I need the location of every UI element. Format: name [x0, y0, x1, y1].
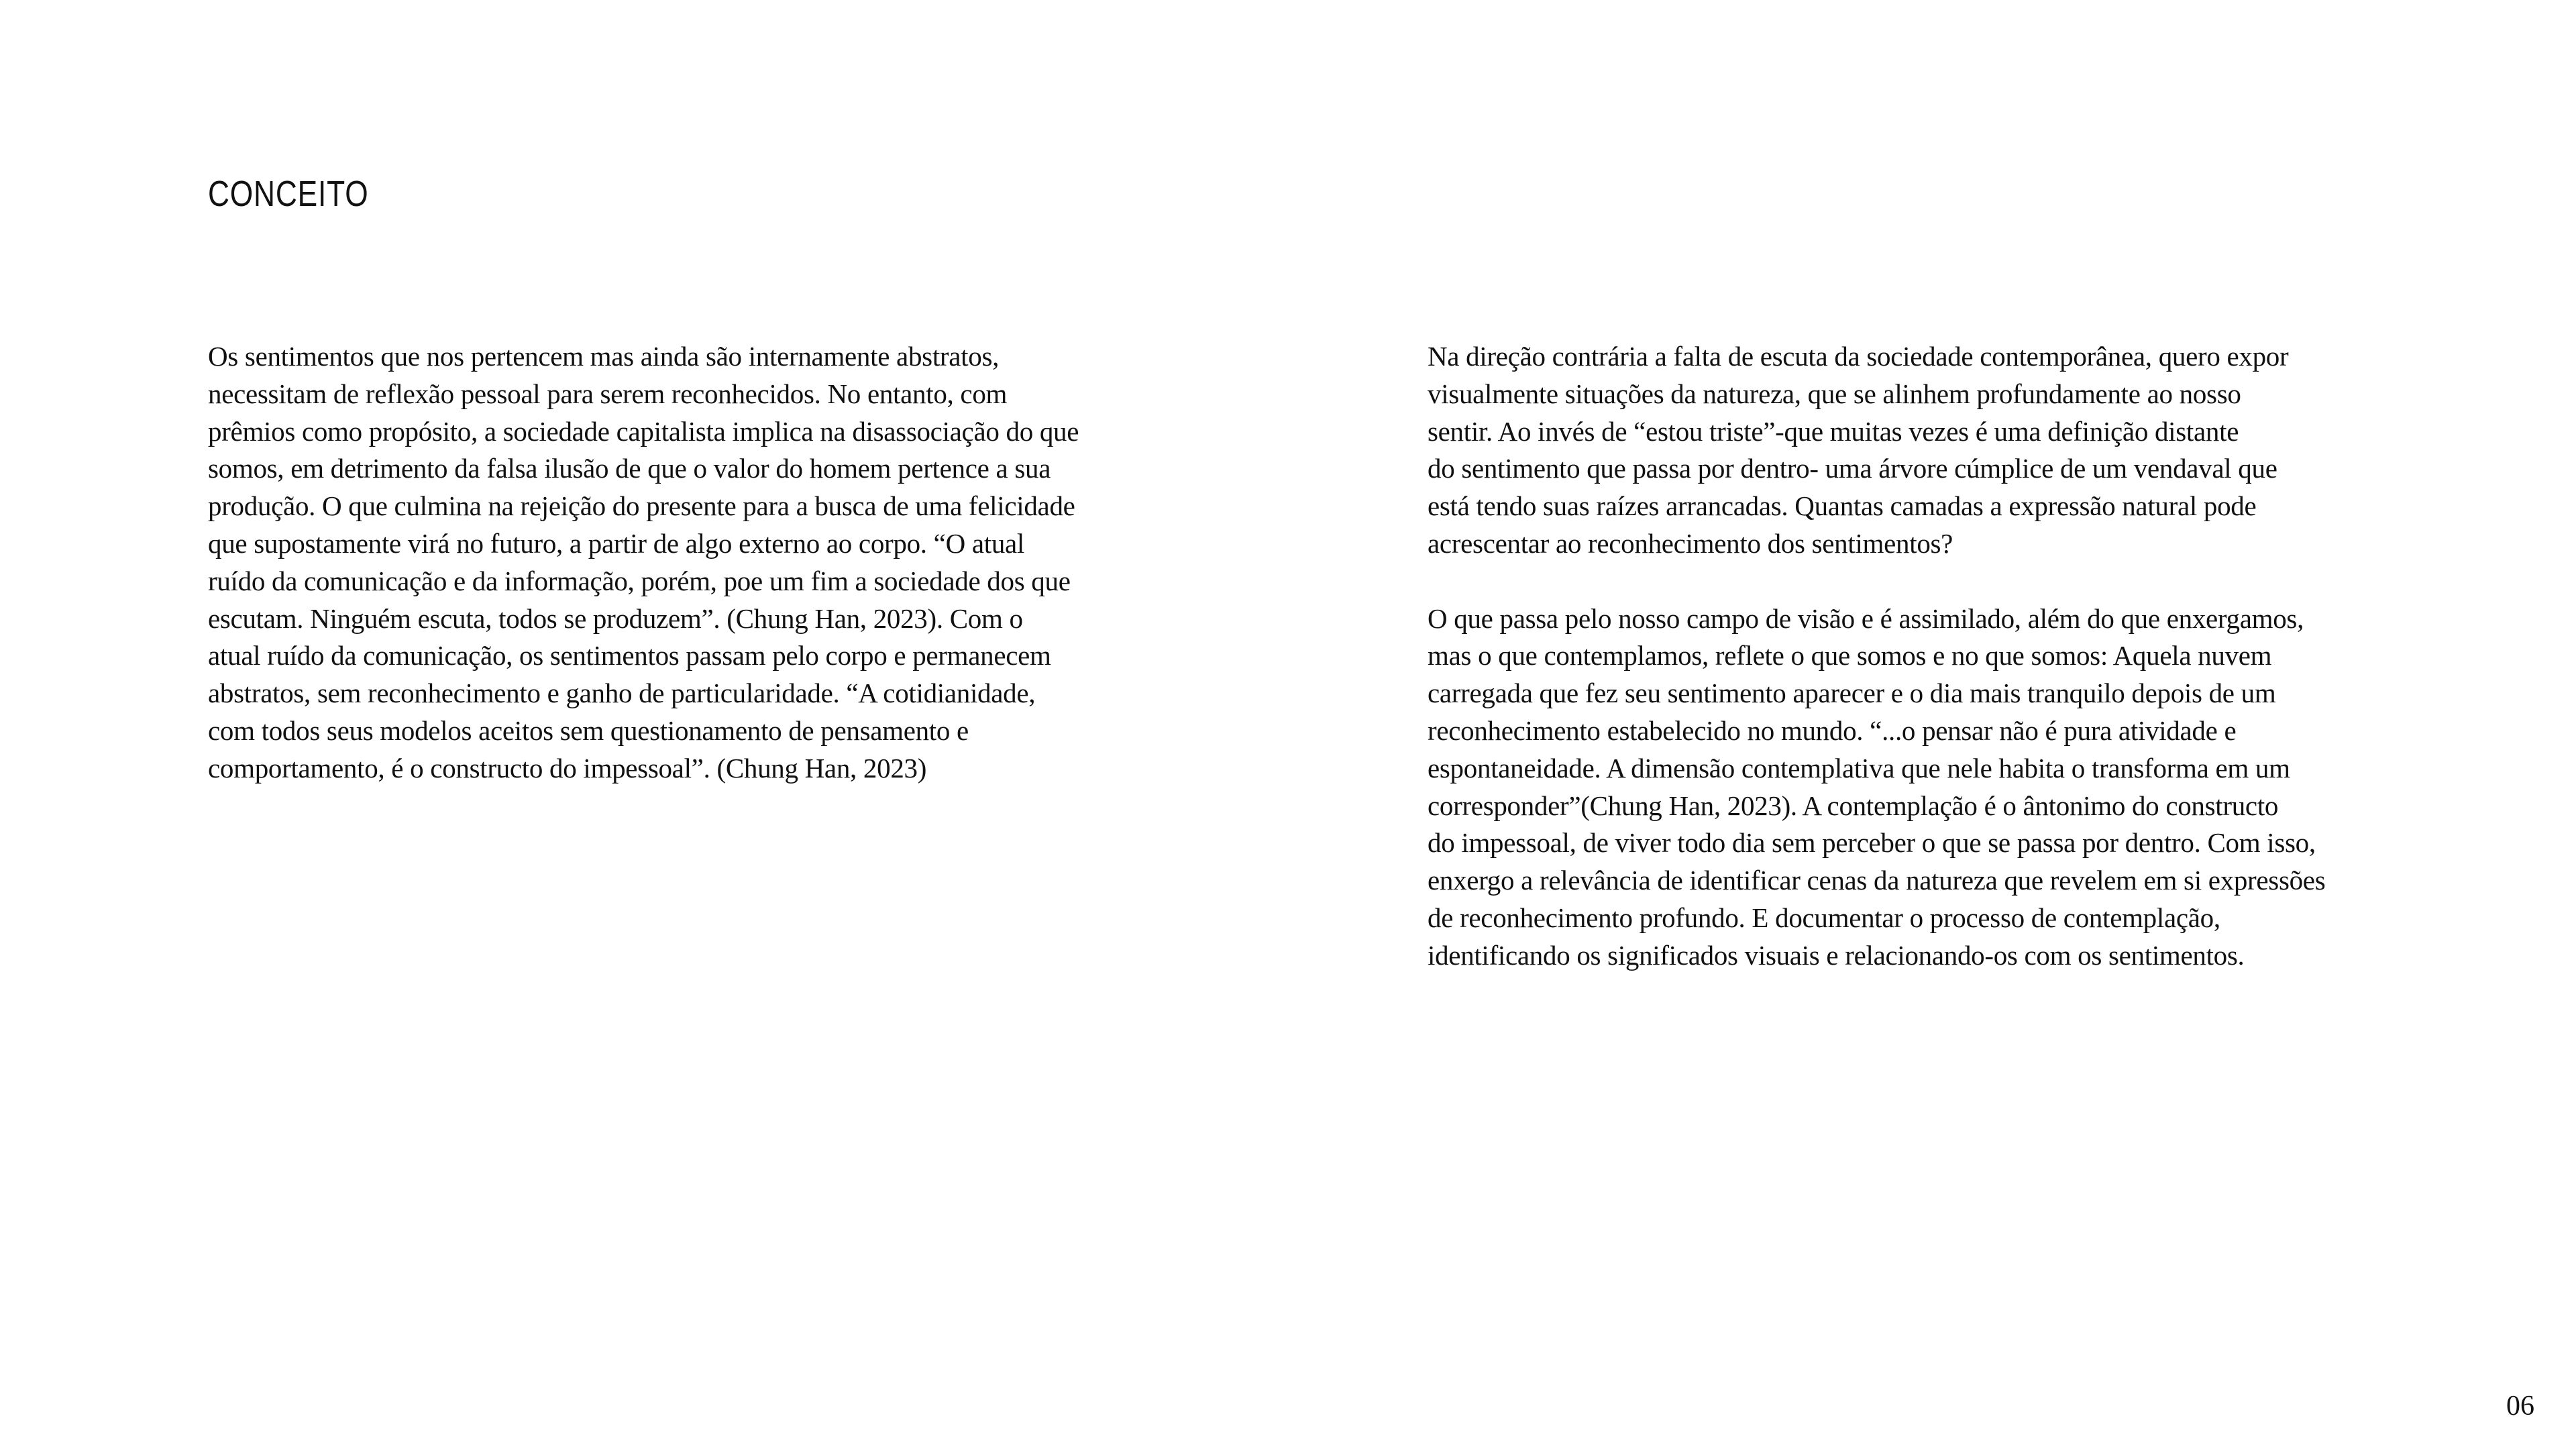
text-line: somos, em detrimento da falsa ilusão de que o valor do homem pertence a sua — [208, 453, 1051, 484]
text-line: abstratos, sem reconhecimento e ganho de particularidade. “A cotidianidade, — [208, 678, 1036, 709]
text-line: do sentimento que passa por dentro- uma árvore cúmplice de um vendaval que — [1428, 453, 2277, 484]
text-line: de reconhecimento profundo. E documentar o processo de contemplação, — [1428, 902, 2220, 933]
text-line: visualmente situações da natureza, que se alinhem profundamente ao nosso — [1428, 378, 2241, 409]
text-line: atual ruído da comunicação, os sentimentos passam pelo corpo e permanecem — [208, 640, 1051, 672]
right-text-column — [1428, 338, 2407, 975]
text-line: O que passa pelo nosso campo de visão e é assimilado, além do que enxergamos, — [1428, 602, 2304, 634]
page-number: 06 — [2506, 1391, 2534, 1421]
text-line: acrescentar ao reconhecimento dos sentimentos? — [1428, 527, 1953, 559]
paragraph-2 — [1428, 600, 2407, 975]
text-line: corresponder”(Chung Han, 2023). A contemplação é o ântonimo do constructo — [1428, 790, 2279, 821]
page-title: CONCEITO — [208, 174, 369, 214]
text-line: carregada que fez seu sentimento aparecer e o dia mais tranquilo depois de um — [1428, 678, 2276, 709]
paragraph-1 — [1428, 338, 2407, 563]
text-line: escutam. Ninguém escuta, todos se produzem”. (Chung Han, 2023). Com o — [208, 602, 1023, 634]
text-line: produção. O que culmina na rejeição do presente para a busca de uma felicidade — [208, 490, 1075, 522]
text-line: necessitam de reflexão pessoal para serem reconhecidos. No entanto, com — [208, 378, 1008, 409]
text-line: comportamento, é o constructo do impessoal”. (Chung Han, 2023) — [208, 752, 927, 784]
text-line: mas o que contemplamos, reflete o que somos e no que somos: Aquela nuvem — [1428, 640, 2272, 672]
text-line: está tendo suas raízes arrancadas. Quantas camadas a expressão natural pode — [1428, 490, 2257, 522]
text-line: do impessoal, de viver todo dia sem perceber o que se passa por dentro. Com isso, — [1428, 827, 2316, 859]
text-line: Na direção contrária a falta de escuta da sociedade contemporânea, quero expor — [1428, 341, 2289, 372]
left-text-column — [208, 338, 1187, 788]
text-line: sentir. Ao invés de “estou triste”-que muitas vezes é uma definição distante — [1428, 415, 2239, 447]
text-line: ruído da comunicação e da informação, porém, poe um fim a sociedade dos que — [208, 565, 1071, 596]
text-line: espontaneidade. A dimensão contemplativa que nele habita o transforma em um — [1428, 752, 2290, 784]
text-line: prêmios como propósito, a sociedade capitalista implica na disassociação do que — [208, 415, 1079, 447]
text-line: Os sentimentos que nos pertencem mas ainda são internamente abstratos, — [208, 341, 1000, 372]
text-line: reconhecimento estabelecido no mundo. “...o pensar não é pura atividade e — [1428, 714, 2237, 746]
text-line: que supostamente virá no futuro, a partir de algo externo ao corpo. “O atual — [208, 527, 1025, 559]
paragraph-spacer — [1428, 563, 2407, 600]
text-line: enxergo a relevância de identificar cenas da natureza que revelem em si expressões — [1428, 865, 2326, 896]
text-line: identificando os significados visuais e relacionando-os com os sentimentos. — [1428, 939, 2245, 971]
text-line: com todos seus modelos aceitos sem questionamento de pensamento e — [208, 714, 969, 746]
